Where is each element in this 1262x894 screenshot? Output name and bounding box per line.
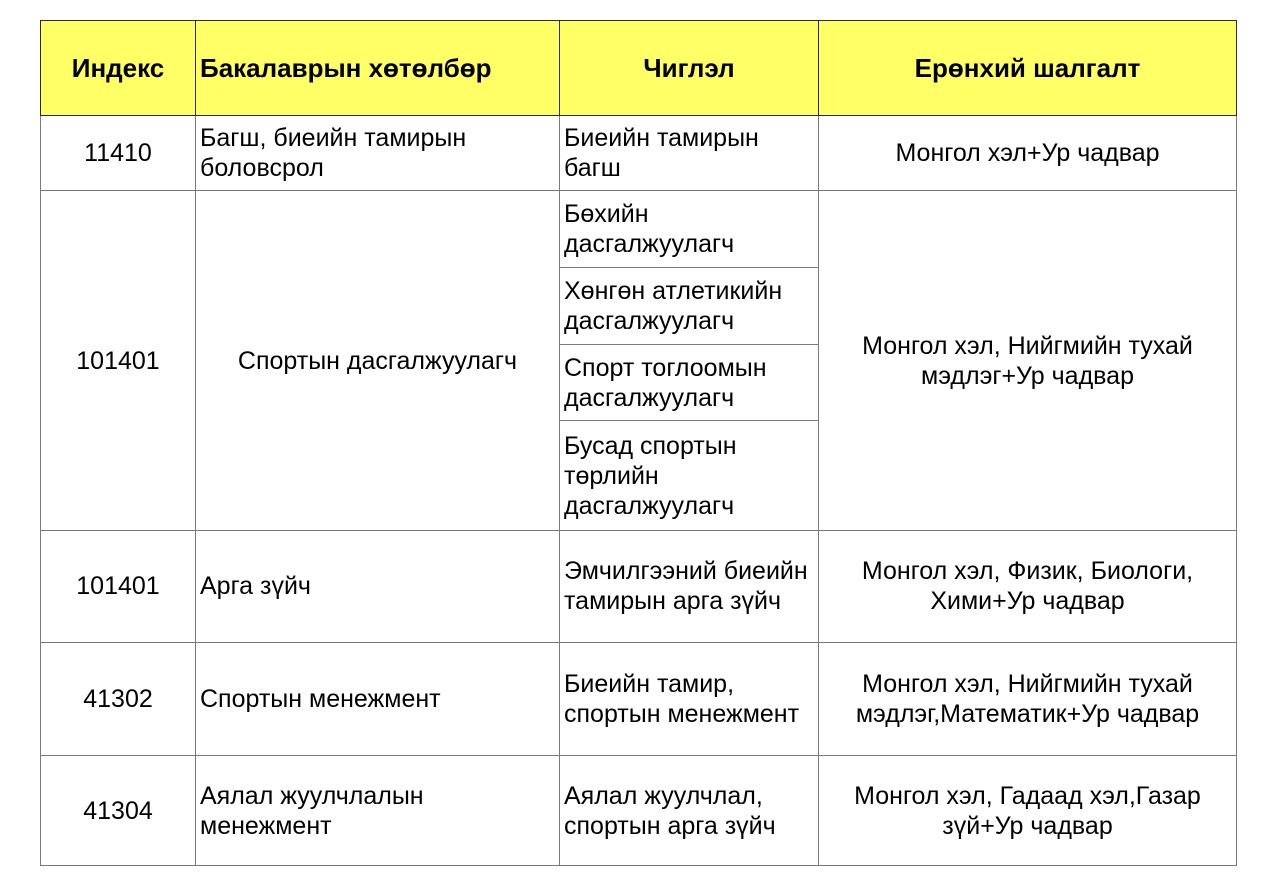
row-exam: Монгол хэл+Ур чадвар bbox=[819, 116, 1237, 191]
row-program: Арга зүйч bbox=[196, 531, 560, 643]
row-exam: Монгол хэл, Гадаад хэл,Газар зүй+Ур чадвар bbox=[819, 756, 1237, 866]
row-index: 41302 bbox=[41, 642, 196, 756]
row-direction: Хөнгөн атлетикийн дасгалжуулагч bbox=[560, 267, 819, 344]
row-exam: Монгол хэл, Нийгмийн тухай мэдлэг+Ур чадвар bbox=[819, 191, 1237, 531]
table-row bbox=[41, 116, 1237, 191]
row-direction: Биеийн тамирын багш bbox=[560, 116, 819, 191]
row-index: 101401 bbox=[41, 531, 196, 643]
row-index: 101401 bbox=[41, 191, 196, 531]
row-direction: Аялал жуулчлал, спортын арга зүйч bbox=[560, 756, 819, 866]
header-index: Индекс bbox=[41, 21, 196, 116]
row-direction: Бөхийн дасгалжуулагч bbox=[560, 191, 819, 268]
row-program: Багш, биеийн тамирын боловсрол bbox=[196, 116, 560, 191]
program-table bbox=[40, 20, 1237, 866]
row-index: 41304 bbox=[41, 756, 196, 866]
table-header-row bbox=[41, 21, 1237, 116]
table-row bbox=[41, 191, 1237, 268]
row-program: Спортын дасгалжуулагч bbox=[196, 191, 560, 531]
header-direction: Чиглэл bbox=[560, 21, 819, 116]
header-exam: Ерөнхий шалгалт bbox=[819, 21, 1237, 116]
row-direction: Бусад спортын төрлийн дасгалжуулагч bbox=[560, 421, 819, 531]
table-row bbox=[41, 642, 1237, 756]
table-row bbox=[41, 531, 1237, 643]
row-index: 11410 bbox=[41, 116, 196, 191]
table-row bbox=[41, 756, 1237, 866]
row-exam: Монгол хэл, Нийгмийн тухай мэдлэг,Математик+Ур чадвар bbox=[819, 642, 1237, 756]
row-direction: Биеийн тамир, спортын менежмент bbox=[560, 642, 819, 756]
row-exam: Монгол хэл, Физик, Биологи, Хими+Ур чадвар bbox=[819, 531, 1237, 643]
row-program: Аялал жуулчлалын менежмент bbox=[196, 756, 560, 866]
row-program: Спортын менежмент bbox=[196, 642, 560, 756]
row-direction: Эмчилгээний биеийн тамирын арга зүйч bbox=[560, 531, 819, 643]
row-direction: Спорт тоглоомын дасгалжуулагч bbox=[560, 344, 819, 421]
header-program: Бакалаврын хөтөлбөр bbox=[196, 21, 560, 116]
